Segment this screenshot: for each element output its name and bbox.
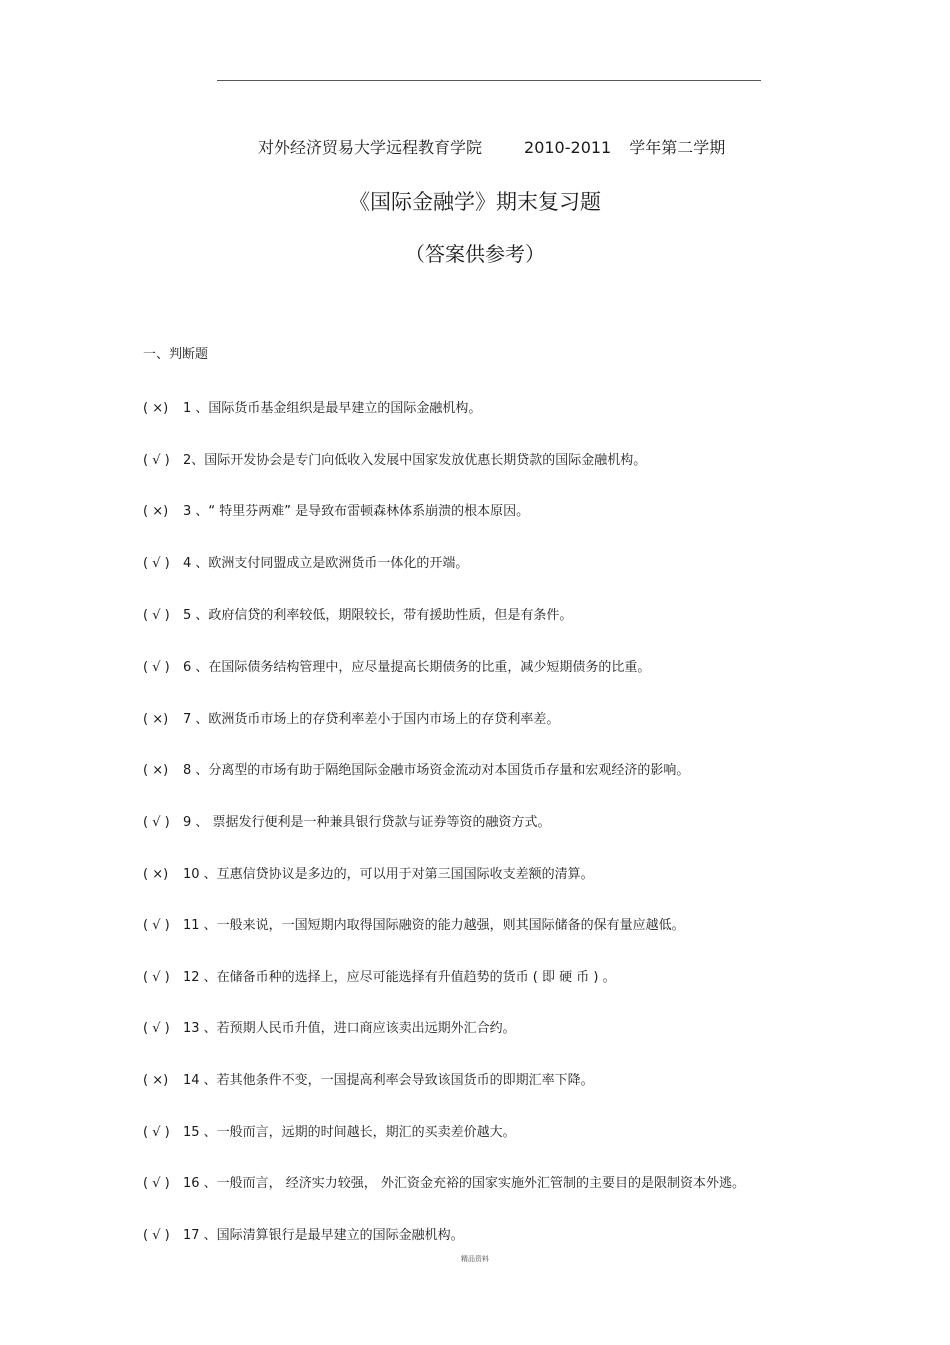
question-item xyxy=(143,1224,464,1243)
question-text: 7 、欧洲货币市场上的存贷利率差小于国内市场上的存贷利率差。 xyxy=(183,712,560,727)
question-item xyxy=(143,604,572,623)
question-item xyxy=(143,811,551,830)
answer-mark: ( √ ) xyxy=(143,608,170,623)
header-line xyxy=(258,135,725,158)
answer-mark: ( √ ) xyxy=(143,918,170,933)
answer-mark: ( √ ) xyxy=(143,1176,170,1191)
answer-mark: ( ×) xyxy=(143,401,169,416)
question-item xyxy=(143,449,646,468)
question-item xyxy=(143,1017,516,1036)
question-item xyxy=(143,1069,594,1088)
question-text: 12 、在储备币种的选择上，应尽可能选择有升值趋势的货币 ( 即 硬 币 ) 。 xyxy=(183,970,616,985)
answer-mark: ( ×) xyxy=(143,867,169,882)
top-rule xyxy=(217,80,761,81)
question-text: 8 、分离型的市场有助于隔绝国际金融市场资金流动对本国货币存量和宏观经济的影响。 xyxy=(183,763,690,778)
question-text: 13 、若预期人民币升值，进口商应该卖出远期外汇合约。 xyxy=(183,1021,516,1036)
question-text: 3 、“ 特里芬两难” 是导致布雷顿森林体系崩溃的根本原因。 xyxy=(183,504,530,519)
question-text: 14 、若其他条件不变，一国提高利率会导致该国货币的即期汇率下降。 xyxy=(183,1073,594,1088)
answer-mark: ( √ ) xyxy=(143,1228,170,1243)
institution-name: 对外经济贸易大学远程教育学院 xyxy=(258,138,483,157)
question-text: 17 、国际清算银行是最早建立的国际金融机构。 xyxy=(183,1228,464,1243)
question-item xyxy=(143,966,616,985)
question-text: 10 、互惠信贷协议是多边的，可以用于对第三国国际收支差额的清算。 xyxy=(183,867,594,882)
document-subtitle: （答案供参考） xyxy=(405,242,545,266)
term-label: 学年第二学期 xyxy=(629,138,726,157)
answer-mark: ( ×) xyxy=(143,1073,169,1088)
question-text: 15 、一般而言，远期的时间越长，期汇的买卖差价越大。 xyxy=(183,1125,516,1140)
answer-mark: ( √ ) xyxy=(143,815,170,830)
page-footer: 精品资料 xyxy=(461,1255,489,1263)
question-item xyxy=(143,397,481,416)
question-text: 5 、政府信贷的利率较低，期限较长，带有援助性质，但是有条件。 xyxy=(183,608,573,623)
question-text: 1 、国际货币基金组织是最早建立的国际金融机构。 xyxy=(183,401,482,416)
answer-mark: ( ×) xyxy=(143,504,169,519)
question-text: 2、国际开发协会是专门向低收入发展中国家发放优惠长期贷款的国际金融机构。 xyxy=(183,453,647,468)
question-item xyxy=(143,759,689,778)
question-text: 9 、 票据发行便利是一种兼具银行贷款与证券等资的融资方式。 xyxy=(183,815,551,830)
answer-mark: ( √ ) xyxy=(143,1021,170,1036)
question-text: 16 、一般而言， 经济实力较强， 外汇资金充裕的国家实施外汇管制的主要目的是限制资本外逃。 xyxy=(183,1176,745,1191)
answer-mark: ( √ ) xyxy=(143,1125,170,1140)
question-text: 11 、一般来说，一国短期内取得国际融资的能力越强，则其国际储备的保有量应越低。 xyxy=(183,918,685,933)
answer-mark: ( √ ) xyxy=(143,556,170,571)
answer-mark: ( √ ) xyxy=(143,660,170,675)
academic-years: 2010-2011 xyxy=(524,138,612,157)
question-item xyxy=(143,1121,516,1140)
question-text: 4 、欧洲支付同盟成立是欧洲货币一体化的开端。 xyxy=(183,556,469,571)
document-title: 《国际金融学》期末复习题 xyxy=(349,190,601,214)
question-item xyxy=(143,914,685,933)
question-item xyxy=(143,552,468,571)
answer-mark: ( √ ) xyxy=(143,453,170,468)
question-text: 6 、在国际债务结构管理中，应尽量提高长期债务的比重，减少短期债务的比重。 xyxy=(183,660,651,675)
answer-mark: ( ×) xyxy=(143,763,169,778)
question-item xyxy=(143,500,529,519)
question-item xyxy=(143,656,650,675)
answer-mark: ( ×) xyxy=(143,712,169,727)
section-heading: 一、判断题 xyxy=(143,347,209,362)
question-item xyxy=(143,1172,745,1191)
question-item xyxy=(143,708,559,727)
question-item xyxy=(143,863,594,882)
answer-mark: ( √ ) xyxy=(143,970,170,985)
